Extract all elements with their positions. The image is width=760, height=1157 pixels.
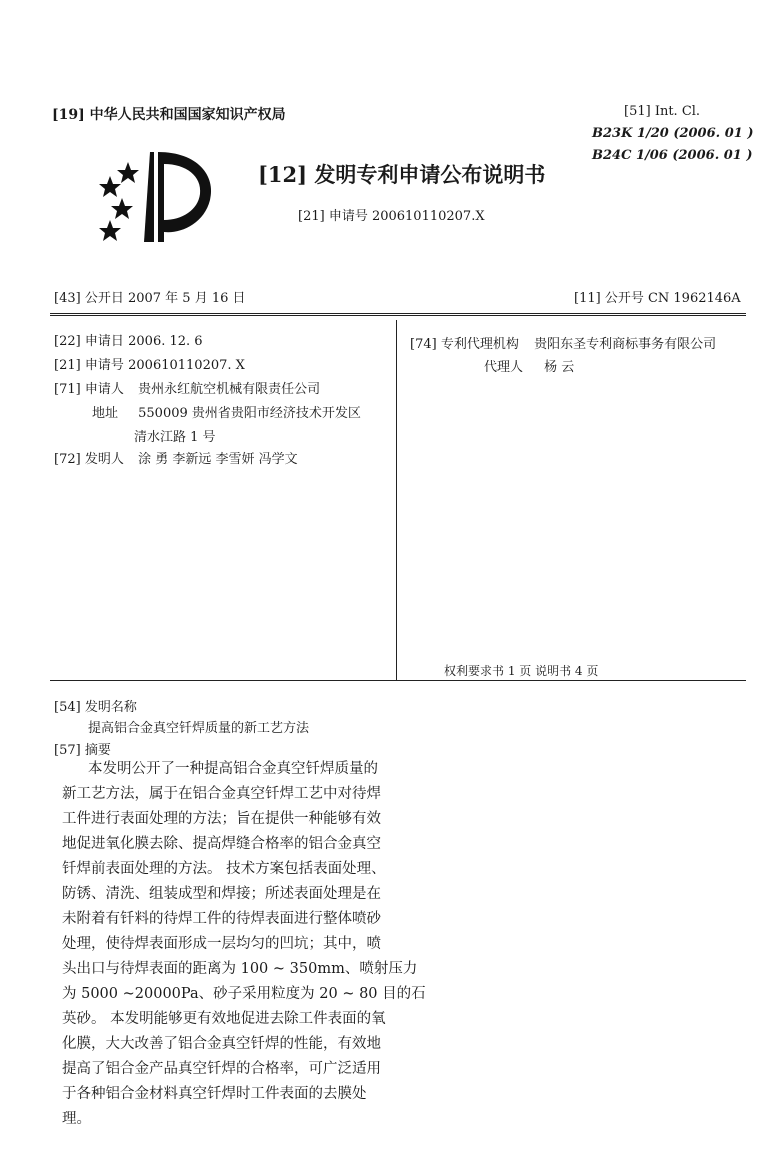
application-number-header: [21] 申请号 200610110207.X <box>298 209 485 224</box>
divider-bottom <box>50 680 746 681</box>
title-label: [54] 发明名称 <box>54 700 137 715</box>
applicant-label: [71] 申请人 <box>54 382 124 397</box>
abstract-line: 地促进氧化膜去除、提高焊缝合格率的铝合金真空 <box>62 836 381 852</box>
invention-title: 提高铝合金真空钎焊质量的新工艺方法 <box>88 721 310 736</box>
office-name: [19] 中华人民共和国国家知识产权局 <box>52 107 286 123</box>
abstract-label: [57] 摘要 <box>54 743 111 758</box>
abstract-line: 于各种铝合金材料真空钎焊时工件表面的去膜处 <box>62 1086 367 1102</box>
agent-label: 代理人 <box>484 360 524 375</box>
office-logo <box>88 148 218 248</box>
applicant: 贵州永红航空机械有限责任公司 <box>138 382 321 397</box>
inventor-row <box>54 448 298 467</box>
address-line-2: 清水江路 1 号 <box>134 430 216 445</box>
filing-date-row <box>54 330 203 349</box>
page-counts: 权利要求书 1 页 说明书 4 页 <box>444 664 599 678</box>
star-icon <box>111 198 133 219</box>
abstract-line: 为 5000 ~20000Pa、砂子采用粒度为 20 ~ 80 目的石 <box>62 986 426 1002</box>
abstract-line: 新工艺方法，属于在铝合金真空钎焊工艺中对待焊 <box>62 786 381 802</box>
abstract-line: 防锈、清洗、组装成型和焊接；所述表面处理是在 <box>62 886 381 902</box>
address-label: 地址 <box>92 406 119 421</box>
agency: 贵阳东圣专利商标事务有限公司 <box>534 337 717 352</box>
publication-date: [43] 公开日 2007 年 5 月 16 日 <box>54 291 246 306</box>
abstract-line: 处理，使待焊表面形成一层均匀的凹坑；其中，喷 <box>62 936 381 952</box>
application-number: 200610110207. X <box>128 358 245 373</box>
application-number-row <box>54 354 245 373</box>
agency-label: [74] 专利代理机构 <box>410 337 519 352</box>
abstract-line: 本发明公开了一种提高铝合金真空钎焊质量的 <box>88 761 378 777</box>
int-cl-1: B23K 1/20 (2006. 01 ) <box>592 126 754 141</box>
abstract-line: 提高了铝合金产品真空钎焊的合格率，可广泛适用 <box>62 1061 381 1077</box>
abstract-line: 未附着有钎料的待焊工件的待焊表面进行整体喷砂 <box>62 911 381 927</box>
star-icon <box>99 220 121 241</box>
int-cl-2: B24C 1/06 (2006. 01 ) <box>592 148 753 163</box>
agent-row <box>484 356 574 375</box>
abstract-line: 理。 <box>62 1111 91 1127</box>
agency-row <box>410 333 716 352</box>
divider-top-2 <box>50 315 746 316</box>
star-icon <box>99 176 121 197</box>
inventors: 涂 勇 李新远 李雪妍 冯学文 <box>138 452 298 467</box>
applicant-row <box>54 378 320 397</box>
filing-date: 2006. 12. 6 <box>128 334 203 349</box>
address-line-1: 550009 贵州省贵阳市经济技术开发区 <box>138 406 361 421</box>
filing-date-label: [22] 申请日 <box>54 334 124 349</box>
star-icon <box>117 162 139 183</box>
int-cl-label: [51] Int. Cl. <box>624 104 701 119</box>
address-row <box>92 402 361 421</box>
publication-number: [11] 公开号 CN 1962146A <box>574 291 741 306</box>
abstract-line: 钎焊前表面处理的方法。 技术方案包括表面处理、 <box>62 861 386 877</box>
abstract-line: 英砂。 本发明能够更有效地促进去除工件表面的氧 <box>62 1011 386 1027</box>
abstract-line: 工件进行表面处理的方法；旨在提供一种能够有效 <box>62 811 381 827</box>
inventor-label: [72] 发明人 <box>54 452 124 467</box>
abstract-line: 头出口与待焊表面的距离为 100 ~ 350mm、喷射压力 <box>62 961 418 977</box>
document-type: [12] 发明专利申请公布说明书 <box>258 162 546 187</box>
abstract-line: 化膜，大大改善了铝合金真空钎焊的性能，有效地 <box>62 1036 381 1052</box>
application-number-label: [21] 申请号 <box>54 358 124 373</box>
divider-top <box>50 313 746 314</box>
divider-vertical <box>396 320 397 680</box>
agent: 杨 云 <box>544 360 575 375</box>
